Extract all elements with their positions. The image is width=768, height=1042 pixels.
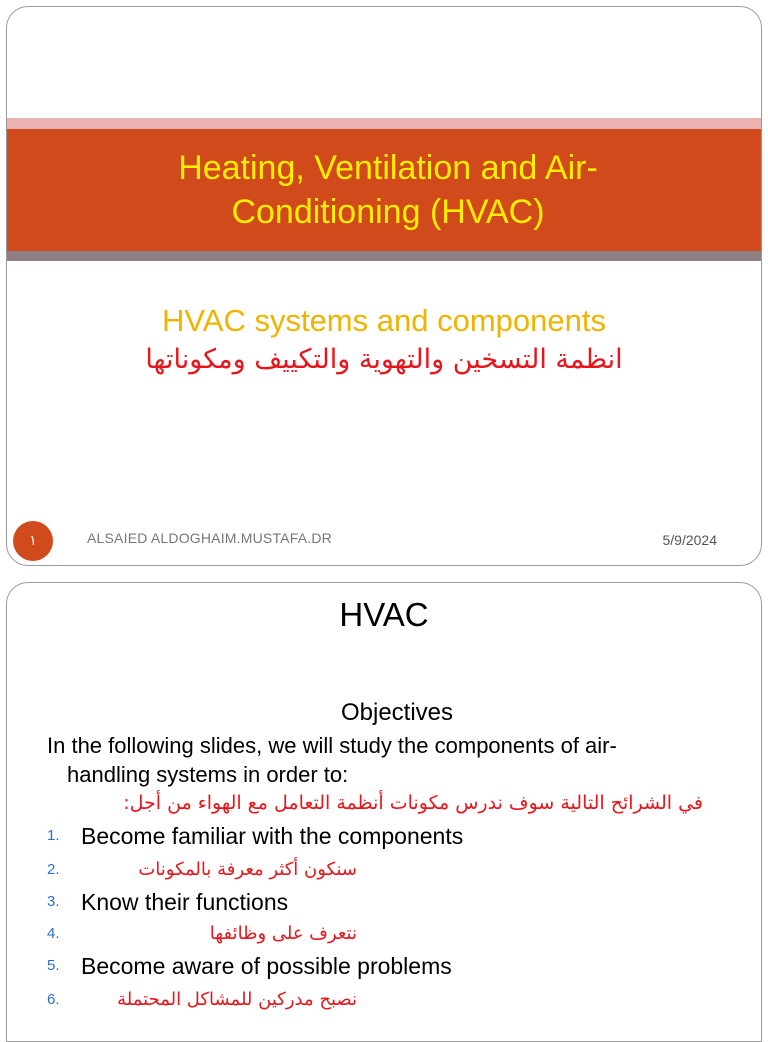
list-item-text: Become familiar with the components xyxy=(81,823,464,849)
intro-line-2: handling systems in order to: xyxy=(67,762,349,787)
date-footer: 5/9/2024 xyxy=(662,532,717,548)
slide-title: Heating, Ventilation and Air-Conditioning (HVAC) xyxy=(178,149,598,231)
list-number: 6. xyxy=(47,991,60,1008)
list-item-text-arabic: سنكون أكثر معرفة بالمكونات xyxy=(138,859,357,880)
list-number: 2. xyxy=(47,861,60,878)
intro-line-1: In the following slides, we will study the components of air- xyxy=(47,733,617,758)
page-number-badge: ١ xyxy=(13,521,53,561)
objectives-slide xyxy=(6,582,762,1042)
list-item-text-arabic: نتعرف على وظائفها xyxy=(209,923,357,944)
intro-text-arabic: في الشرائح التالية سوف ندرس مكونات أنظمة التعامل مع الهواء من أجل: xyxy=(123,792,703,814)
list-number: 4. xyxy=(47,925,60,942)
title-band xyxy=(7,129,761,251)
author-footer: ALSAIED ALDOGHAIM.MUSTAFA.DR xyxy=(87,530,332,546)
list-number: 5. xyxy=(47,957,60,974)
slide-title: HVAC xyxy=(339,596,429,633)
objectives-heading: Objectives xyxy=(340,699,454,726)
intro-text xyxy=(47,731,727,789)
slide-subtitle-arabic: انظمة التسخين والتهوية والتكييف ومكوناتها xyxy=(145,344,623,375)
list-item-text-arabic: نصبح مدركين للمشاكل المحتملة xyxy=(117,989,357,1010)
list-item-text: Know their functions xyxy=(81,889,289,915)
slide-subtitle: HVAC systems and components xyxy=(162,303,606,338)
list-number: 1. xyxy=(47,827,60,844)
accent-strip xyxy=(7,118,761,129)
divider-strip xyxy=(7,251,761,261)
list-item-text: Become aware of possible problems xyxy=(81,953,452,979)
list-number: 3. xyxy=(47,893,60,910)
title-slide xyxy=(6,6,762,566)
